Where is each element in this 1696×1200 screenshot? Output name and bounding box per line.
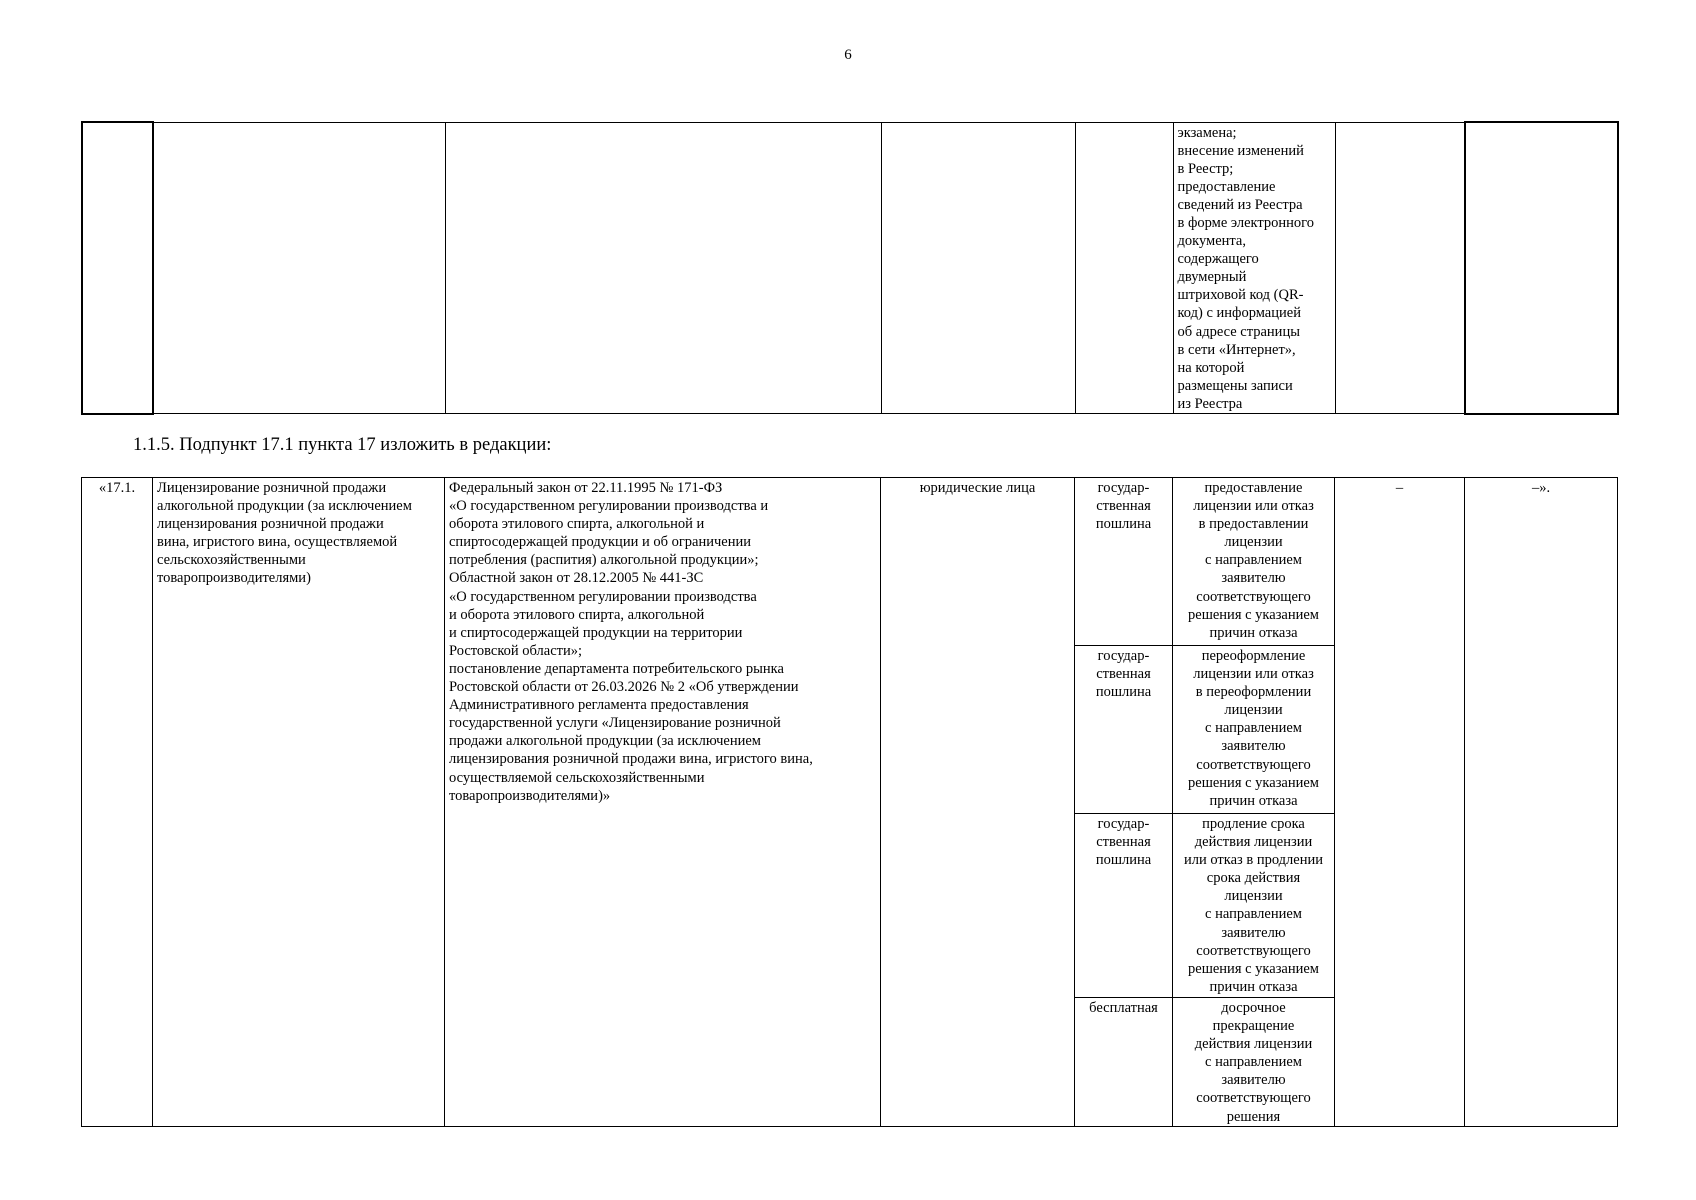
cell-service-name [153, 122, 445, 414]
cell-applicants: юридические лица [881, 478, 1075, 1127]
cell-result: предоставление лицензии или отказ в предоставлении лицензии с направлением заявителю соответствующего решения с указанием причин отказа [1173, 478, 1335, 646]
cell-result: продление срока действия лицензии или отказ в продлении срока действия лицензии с направлением заявителю соответствующего решения с указанием причин отказа [1173, 814, 1335, 998]
cell-col7 [1335, 122, 1465, 414]
cell-legal-basis: Федеральный закон от 22.11.1995 № 171-ФЗ «О государственном регулировании производства и оборота этилового спирта, алкогольной и спиртосодержащей продукции и об ограничении потребления (распития) алкогольной продукции»; Областной закон от 28.12.2005 № 441-ЗС «О государственном регулировании производства и оборота этилового спирта, алкогольной и спиртосодержащей продукции на территории Ростовской области»; постановление департамента потребительского рынка Ростовской области от 26.03.2026 № 2 «Об утверждении Административного регламента предоставления государственной услуги «Лицензирование розничной продажи алкогольной продукции (за исключением лицензирования розничной продажи вина, игристого вина, осуществляемой сельскохозяйственными товаропроизводителями)» [445, 478, 881, 1127]
table-row [82, 478, 1618, 646]
cell-number: «17.1. [82, 478, 153, 1127]
cell-legal-basis [445, 122, 881, 414]
cell-result: досрочное прекращение действия лицензии с направлением заявителю соответствующего решения [1173, 998, 1335, 1127]
cell-payment: государ- ственная пошлина [1075, 478, 1173, 646]
cell-service-name: Лицензирование розничной продажи алкогольной продукции (за исключением лицензирования розничной продажи вина, игристого вина, осуществляемой сельскохозяйственными товаропроизводителями) [153, 478, 445, 1127]
cell-col8 [1465, 122, 1618, 414]
page-number: 6 [844, 47, 852, 63]
cell-result: переоформление лицензии или отказ в переоформлении лицензии с направлением заявителю соответствующего решения с указанием причин отказа [1173, 646, 1335, 814]
section-heading: 1.1.5. Подпункт 17.1 пункта 17 изложить в редакции: [133, 435, 552, 455]
cell-payment: государ- ственная пошлина [1075, 814, 1173, 998]
services-table [81, 477, 1618, 1127]
continuation-table [81, 121, 1619, 415]
cell-applicants [881, 122, 1075, 414]
table-row [82, 122, 1618, 414]
cell-payment [1075, 122, 1173, 414]
cell-number [82, 122, 153, 414]
cell-col7: – [1335, 478, 1465, 1127]
cell-payment: бесплатная [1075, 998, 1173, 1127]
cell-result: экзамена; внесение изменений в Реестр; предоставление сведений из Реестра в форме электронного документа, содержащего двумерный штриховой код (QR- код) с информацией об адресе страницы в сети «Интернет», на которой размещены записи из Реестра [1173, 122, 1335, 414]
cell-payment: государ- ственная пошлина [1075, 646, 1173, 814]
cell-col8: –». [1465, 478, 1618, 1127]
